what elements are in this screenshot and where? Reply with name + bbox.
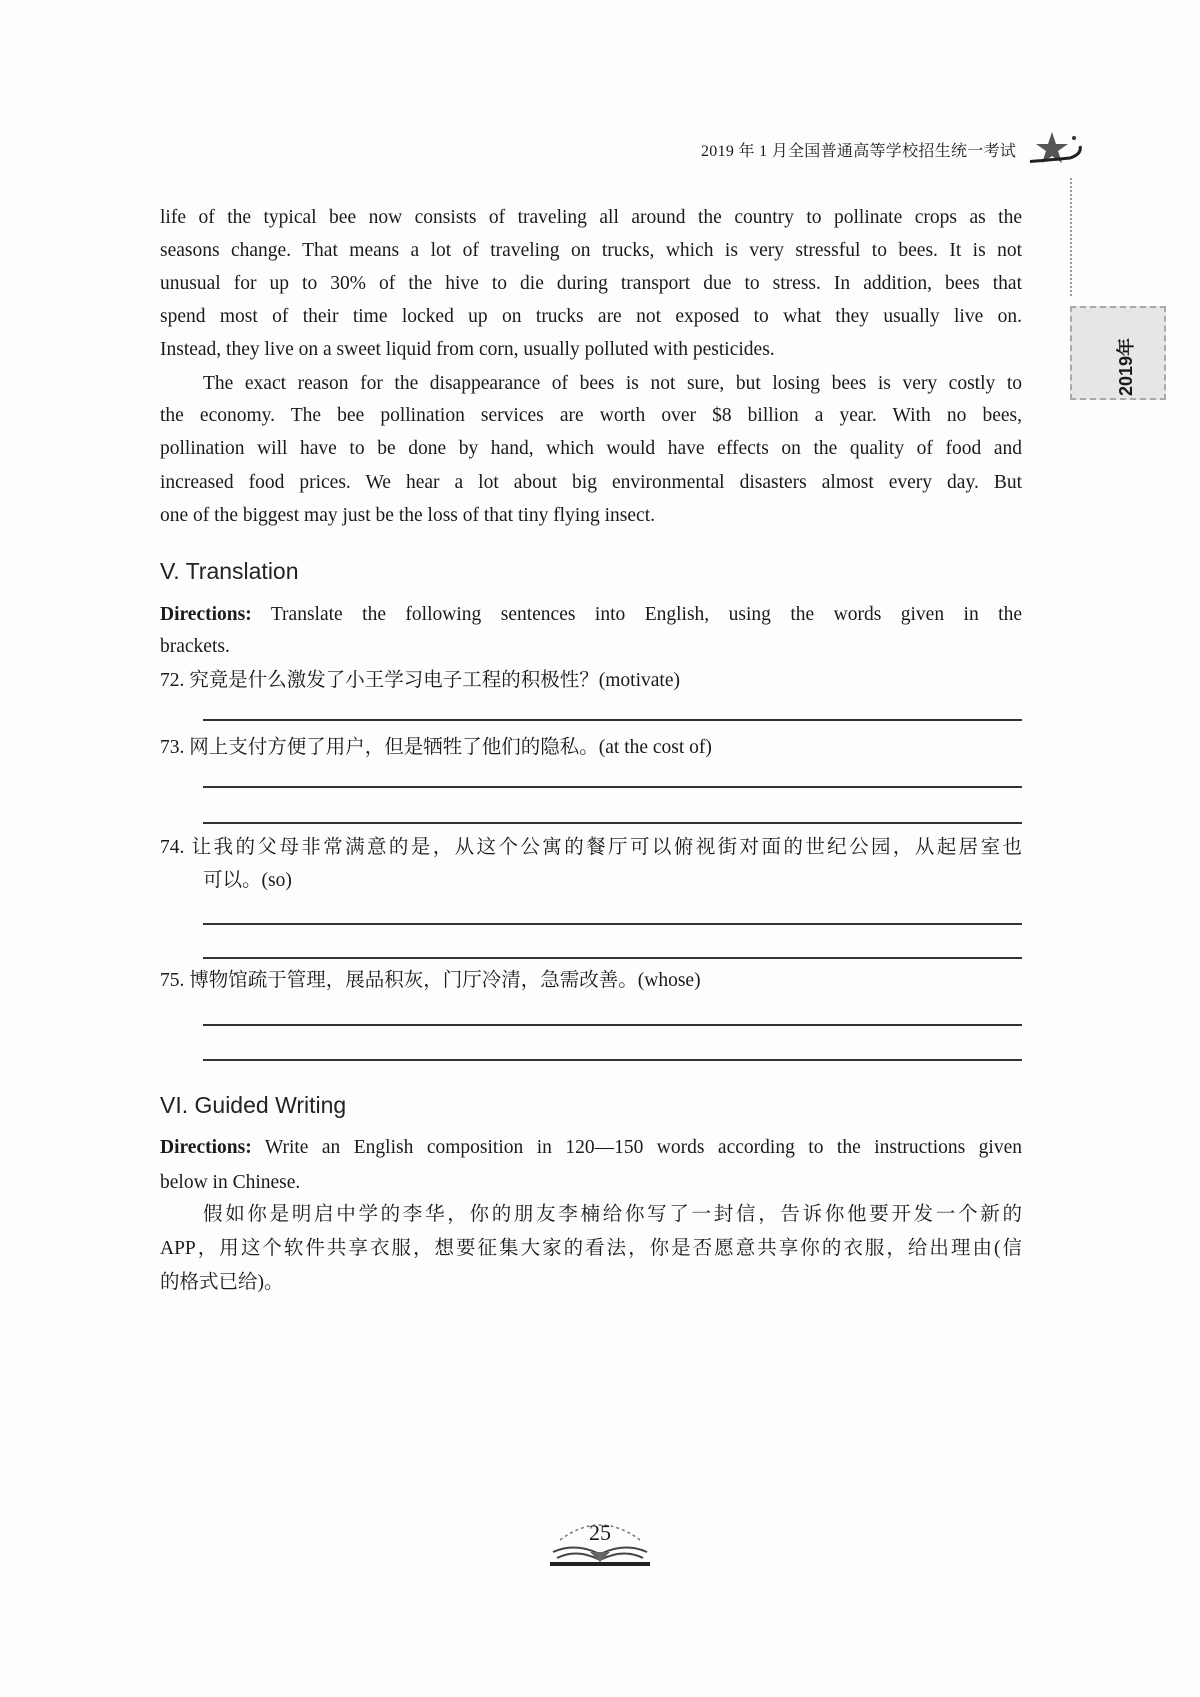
directions-label: Directions: [160, 604, 252, 625]
answer-line[interactable] [203, 719, 1022, 721]
margin-dotted-line [1070, 178, 1072, 296]
question-number: 73. [160, 737, 185, 758]
answer-line[interactable] [203, 957, 1022, 959]
passage-line: pollination will have to be done by hand, which would have effects on the quality of food and [160, 438, 1022, 459]
writing-directions-cont: below in Chinese. [160, 1172, 301, 1193]
question-75 [160, 969, 1022, 993]
question-72 [160, 669, 1022, 693]
translation-directions-cont: brackets. [160, 636, 230, 657]
question-text: 究竟是什么激发了小王学习电子工程的积极性？(motivate) [189, 670, 680, 691]
question-number: 75. [160, 970, 185, 991]
passage-line: life of the typical bee now consists of traveling all around the country to pollinate crops as the [160, 207, 1022, 228]
question-text: 让我的父母非常满意的是，从这个公寓的餐厅可以俯视街对面的世纪公园，从起居室也 [191, 837, 1022, 858]
directions-text: Translate the following sentences into English, using the words given in the [270, 604, 1022, 625]
passage-line: spend most of their time locked up on trucks are not exposed to what they usually live on. [160, 306, 1022, 327]
passage-line: seasons change. That means a lot of traveling on trucks, which is very stressful to bees. It is not [160, 240, 1022, 261]
running-header: 2019 年 1 月全国普通高等学校招生统一考试 [701, 143, 1017, 160]
section-heading-translation: V. Translation [160, 558, 299, 584]
passage-line: The exact reason for the disappearance of bees is not sure, but losing bees is very costly to [203, 373, 1022, 394]
year-side-tab [1070, 306, 1166, 400]
answer-line[interactable] [203, 923, 1022, 925]
question-74 [160, 836, 1022, 860]
page-number: 25 [589, 1520, 611, 1545]
question-73 [160, 736, 1022, 760]
writing-prompt-line: 假如你是明启中学的李华，你的朋友李楠给你写了一封信，告诉你他要开发一个新的 [203, 1204, 1022, 1225]
writing-prompt-line: APP，用这个软件共享衣服，想要征集大家的看法，你是否愿意共享你的衣服，给出理由(信 [160, 1238, 1022, 1259]
section-heading-writing: VI. Guided Writing [160, 1092, 347, 1118]
passage-line: increased food prices. We hear a lot about big environmental disasters almost every day. But [160, 472, 1022, 493]
translation-directions [160, 603, 1022, 627]
answer-line[interactable] [203, 1024, 1022, 1026]
writing-prompt-line: 的格式已给)。 [160, 1272, 284, 1293]
question-text: 网上支付方便了用户，但是牺牲了他们的隐私。(at the cost of) [189, 737, 712, 758]
answer-line[interactable] [203, 786, 1022, 788]
directions-text: Write an English composition in 120—150 words according to the instructions given [264, 1137, 1022, 1158]
question-74-cont: 可以。(so) [203, 870, 292, 891]
answer-line[interactable] [203, 1059, 1022, 1061]
writing-directions [160, 1136, 1022, 1160]
passage-line: one of the biggest may just be the loss of that tiny flying insect. [160, 505, 656, 526]
directions-label: Directions: [160, 1137, 252, 1158]
question-text: 博物馆疏于管理，展品积灰，门厅冷清，急需改善。(whose) [189, 970, 701, 991]
year-tab-label: 2019年 [1116, 337, 1137, 397]
question-number: 72. [160, 670, 185, 691]
answer-line[interactable] [203, 822, 1022, 824]
question-number: 74. [160, 837, 185, 858]
passage-line: unusual for up to 30% of the hive to die during transport due to stress. In addition, bees that [160, 273, 1022, 294]
star-ornament-icon [1030, 128, 1090, 174]
passage-line: Instead, they live on a sweet liquid from corn, usually polluted with pesticides. [160, 339, 775, 360]
passage-line: the economy. The bee pollination services are worth over $8 billion a year. With no bees, [160, 405, 1022, 426]
